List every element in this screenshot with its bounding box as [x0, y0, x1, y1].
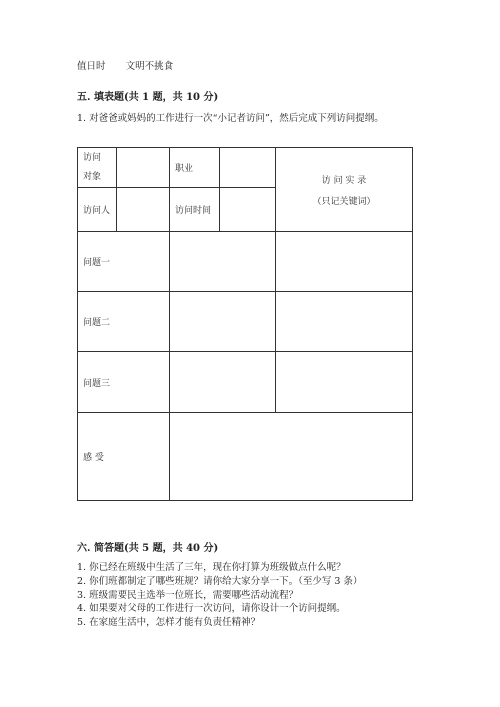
- question-2-label: 问题二: [78, 292, 170, 352]
- table-row: [78, 232, 413, 292]
- record-header: [276, 148, 413, 232]
- question-2-record[interactable]: [276, 292, 413, 352]
- question-2-cell[interactable]: [170, 292, 276, 352]
- table-row: [78, 292, 413, 352]
- section6-heading: 六. 简答题(共 5 题，共 40 分): [77, 543, 219, 554]
- section5-question: 1. 对爸爸或妈妈的工作进行一次“小记者访问”，然后完成下列访问提纲。: [77, 113, 384, 124]
- question-3-record[interactable]: [276, 352, 413, 413]
- visit-time-label: 访问时间: [170, 188, 220, 232]
- duty-value: 文明不挑食: [125, 61, 174, 72]
- question-item: 1. 你已经在班级中生活了三年，现在你打算为班级做点什么呢？: [77, 562, 346, 573]
- section5-heading: 五. 填表题(共 1 题，共 10 分): [77, 92, 219, 103]
- question-1-label: 问题一: [78, 232, 170, 292]
- table-row: [78, 413, 413, 501]
- feeling-label: 感 受: [78, 413, 170, 501]
- interviewer-label: 访问人: [78, 188, 117, 232]
- question-item: 2. 你们班都制定了哪些班规？请你给大家分享一下。（至少写 3 条）: [77, 576, 363, 587]
- visit-target-label: 访问对象: [78, 148, 117, 188]
- occupation-cell[interactable]: [220, 148, 276, 188]
- visit-time-cell[interactable]: [220, 188, 276, 232]
- question-item: 3. 班级需要民主选举一位班长，需要哪些活动流程？: [77, 590, 299, 601]
- occupation-label: 职业: [170, 148, 220, 188]
- duty-label: 值日时: [77, 61, 106, 72]
- interviewer-cell[interactable]: [117, 188, 170, 232]
- question-3-cell[interactable]: [170, 352, 276, 413]
- record-note: （只记关键词）: [312, 196, 376, 207]
- question-1-cell[interactable]: [170, 232, 276, 292]
- table-row: [78, 148, 413, 188]
- interview-table: [77, 147, 413, 501]
- visit-target-cell[interactable]: [117, 148, 170, 188]
- question-item: 5. 在家庭生活中，怎样才能有负责任精神？: [77, 617, 261, 628]
- question-1-record[interactable]: [276, 232, 413, 292]
- question-3-label: 问题三: [78, 352, 170, 413]
- feeling-cell[interactable]: [170, 413, 413, 501]
- table-row: [78, 352, 413, 413]
- duty-row: [77, 61, 173, 73]
- record-title: 访 问 实 录: [321, 175, 367, 186]
- question-item: 4. 如果要对父母的工作进行一次访问，请你设计一个访问提纲。: [77, 603, 346, 614]
